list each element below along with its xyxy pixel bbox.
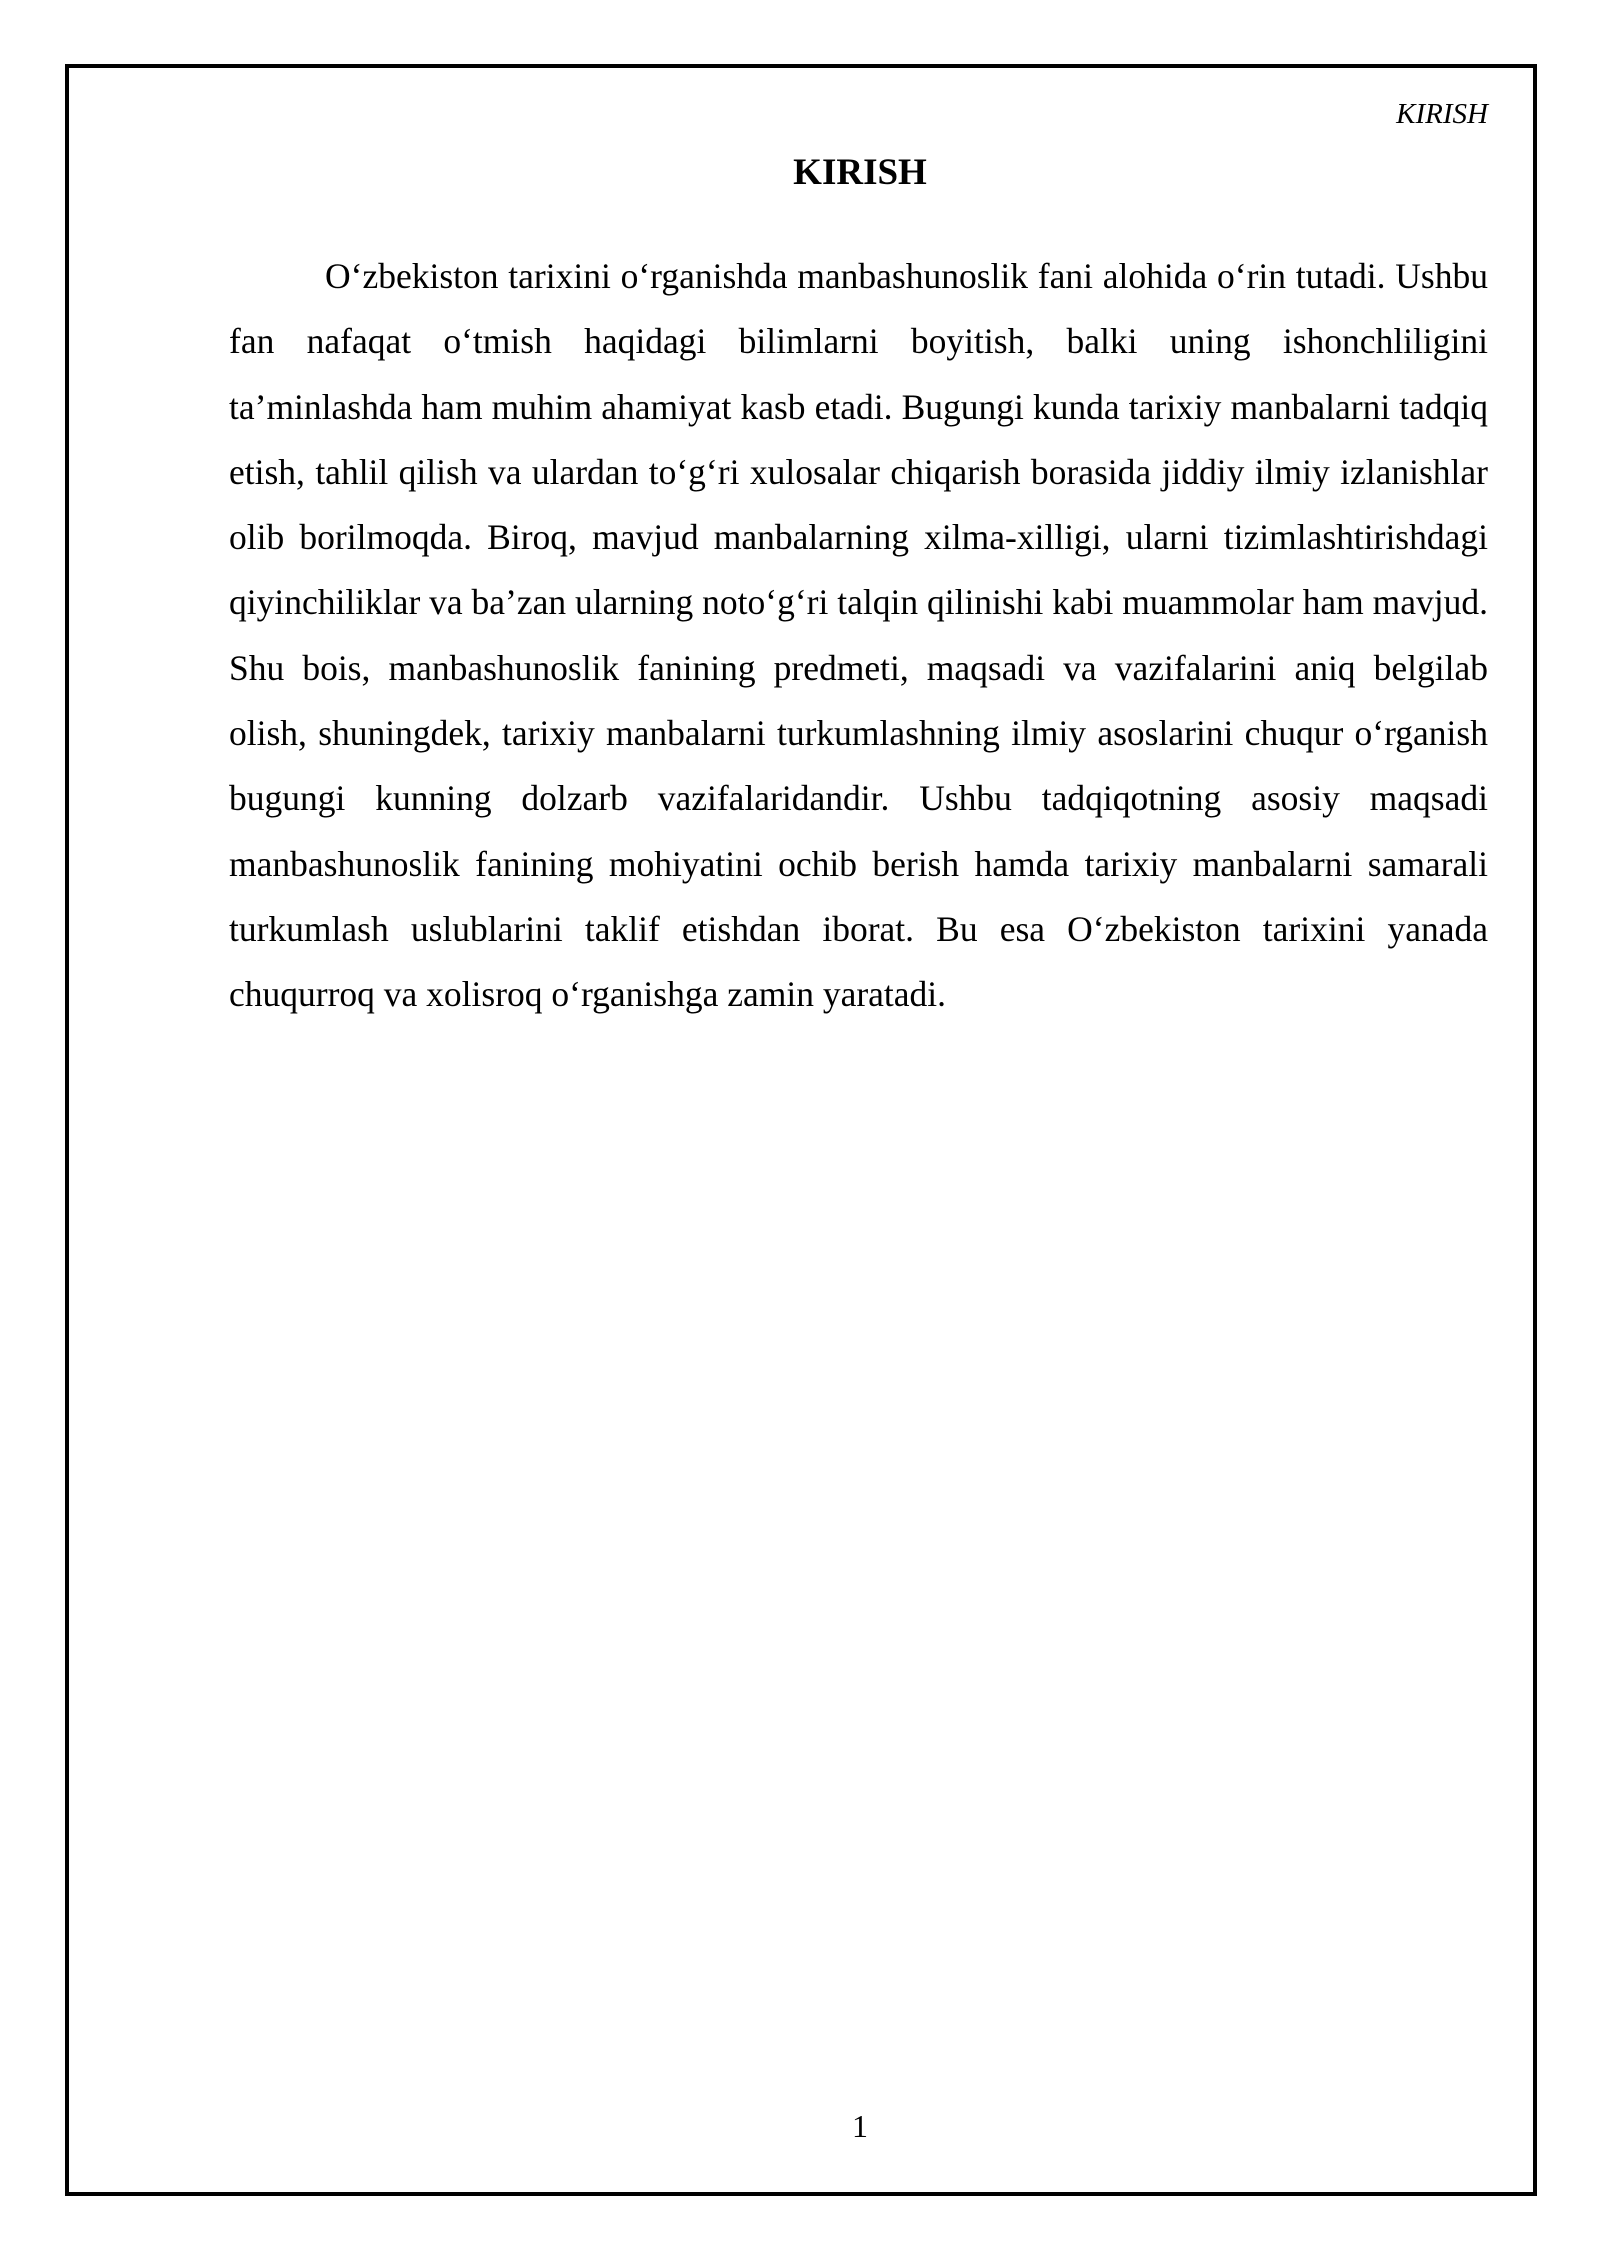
page-title: KIRISH <box>793 152 927 193</box>
running-header: KIRISH <box>1396 98 1488 130</box>
page-number: 1 <box>852 2108 868 2144</box>
introduction-paragraph: O‘zbekiston tarixini o‘rganishda manbashunoslik fani alohida o‘rin tutadi. Ushbu fan nafaqat o‘tmish haqidagi bilimlarni boyitish, balki uning ishonchliligini ta’minlashda ham muhim ahamiyat kasb etadi. Bugungi kunda tarixiy manbalarni tadqiq etish, tahlil qilish va ulardan to‘g‘ri xulosalar chiqarish borasida jiddiy ilmiy izlanishlar olib borilmoqda. Biroq, mavjud manbalarning xilma-xilligi, ularni tizimlashtirishdagi qiyinchiliklar va ba’zan ularning noto‘g‘ri talqin qilinishi kabi muammolar ham mavjud. Shu bois, manbashunoslik fanining predmeti, maqsadi va vazifalarini aniq belgilab olish, shuningdek, tarixiy manbalarni turkumlashning ilmiy asoslarini chuqur o‘rganish bugungi kunning dolzarb vazifalaridandir. Ushbu tadqiqotning asosiy maqsadi manbashunoslik fanining mohiyatini ochib berish hamda tarixiy manbalarni samarali turkumlash uslublarini taklif etishdan iborat. Bu esa O‘zbekiston tarixini yanada chuqurroq va xolisroq o‘rganishga zamin yaratadi. <box>229 256 1488 1015</box>
